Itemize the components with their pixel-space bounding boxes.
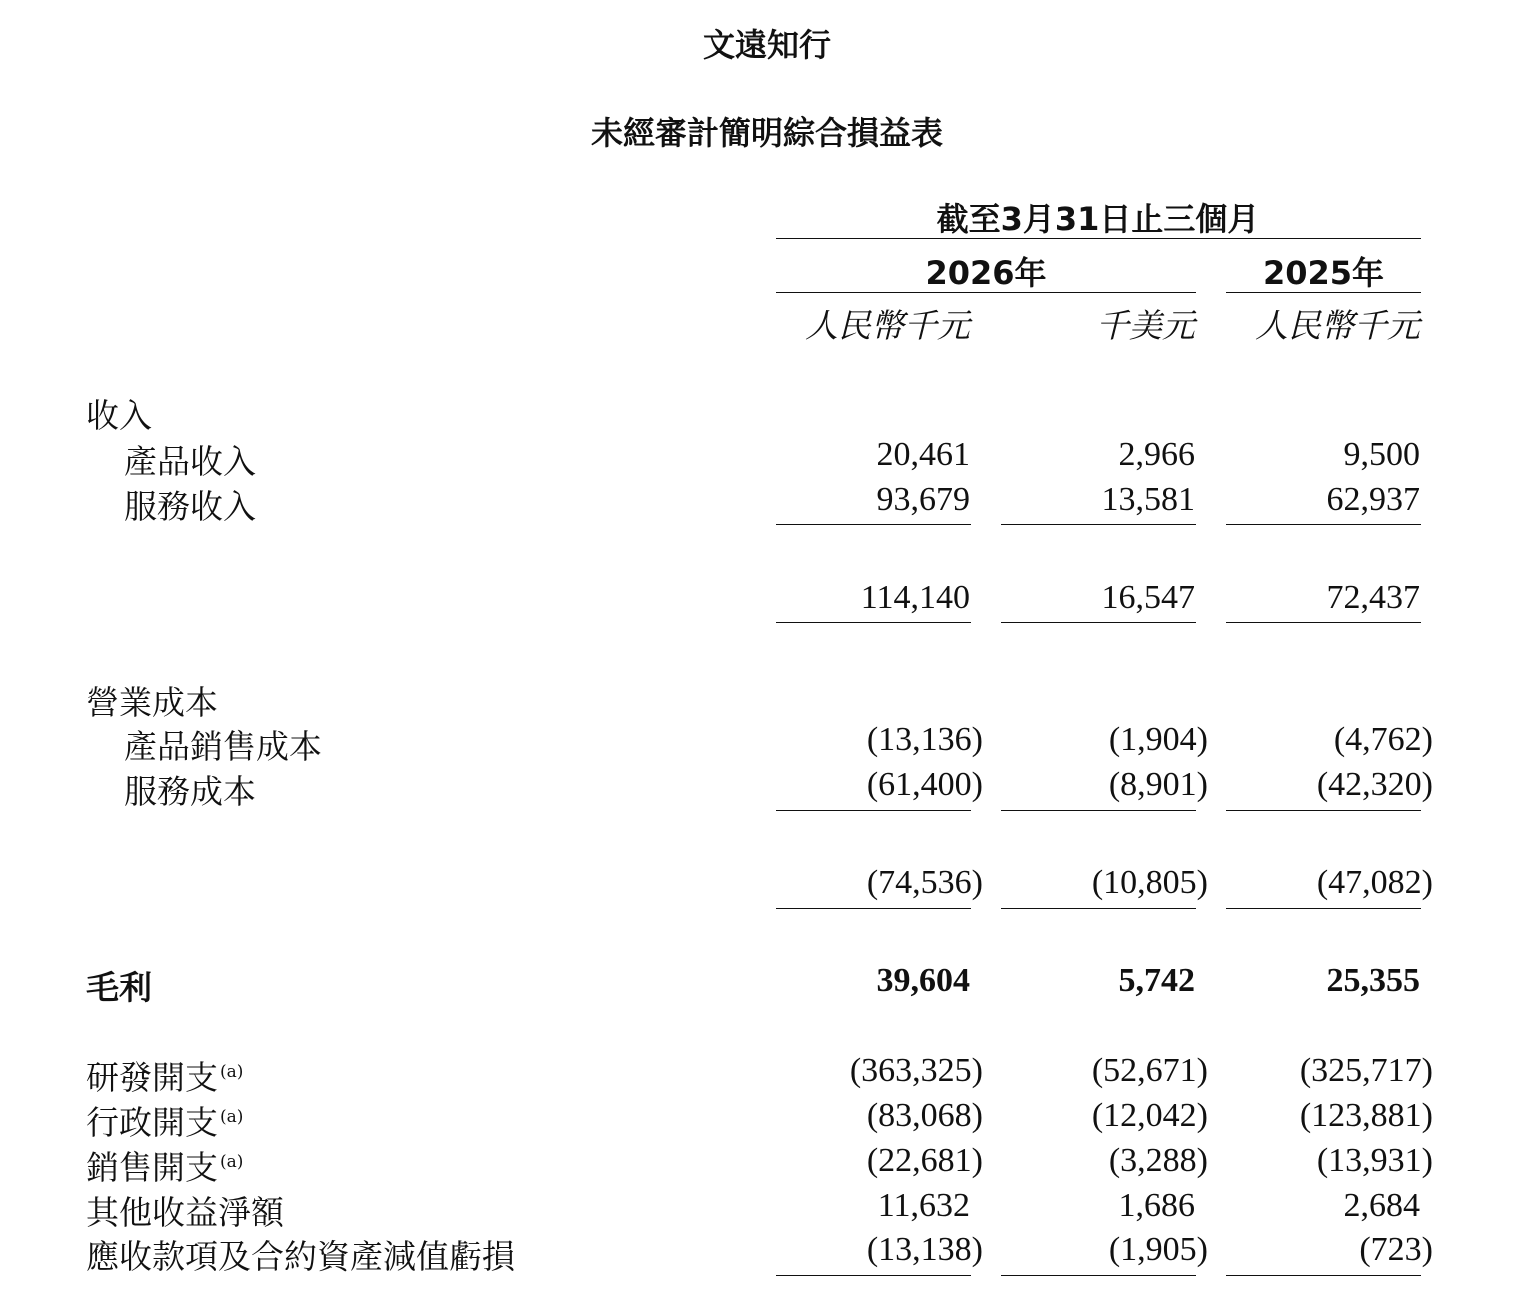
- currency-header-rmb-2025: 人民幣千元: [1255, 306, 1420, 345]
- cell-selling-2026-usd: (3,288): [1108, 1142, 1208, 1179]
- cell-service-revenue-2026-rmb: 93,679: [876, 481, 970, 518]
- row-label-cost-of-services: 服務成本: [124, 772, 256, 811]
- cell-selling-2025-rmb: (13,931): [1316, 1142, 1433, 1179]
- row-label-selling-expenses: 銷售開支 $^{(a)}$: [86, 1148, 244, 1187]
- cell-other-gains-2026-usd: 1,686: [1118, 1187, 1195, 1224]
- cell-impairment-2025-rmb: (723): [1359, 1231, 1433, 1268]
- cell-cost-total-2026-usd: (10,805): [1091, 864, 1208, 901]
- rule: [1001, 622, 1196, 623]
- rule: [1226, 810, 1421, 811]
- rule: [776, 810, 971, 811]
- cell-rd-2026-usd: (52,671): [1091, 1052, 1208, 1089]
- rule: [1001, 1275, 1196, 1276]
- cell-gross-profit-2026-rmb: 39,604: [876, 962, 970, 999]
- rule: [1226, 908, 1421, 909]
- cell-other-gains-2025-rmb: 2,684: [1343, 1187, 1420, 1224]
- cell-cost-of-services-2026-usd: (8,901): [1108, 766, 1208, 803]
- cell-cost-of-products-2025-rmb: (4,762): [1333, 721, 1433, 758]
- row-label-rd-expenses: 研發開支 $^{(a)}$: [86, 1058, 244, 1097]
- row-label-product-revenue: 產品收入: [124, 442, 256, 481]
- cell-product-revenue-2026-rmb: 20,461: [876, 436, 970, 473]
- year-2025-underline: [1226, 292, 1421, 293]
- rule: [1226, 1275, 1421, 1276]
- rule: [1001, 908, 1196, 909]
- cell-other-gains-2026-rmb: 11,632: [877, 1187, 970, 1224]
- note-marker: (a): [220, 1062, 244, 1082]
- rule: [776, 524, 971, 525]
- year-2026-header: 2026年: [925, 254, 1047, 292]
- cell-service-revenue-2026-usd: 13,581: [1101, 481, 1195, 518]
- cell-gross-profit-2025-rmb: 25,355: [1326, 962, 1420, 999]
- cell-impairment-2026-rmb: (13,138): [866, 1231, 983, 1268]
- cell-cost-of-products-2026-usd: (1,904): [1108, 721, 1208, 758]
- row-label-revenue: 收入: [86, 396, 152, 435]
- cell-impairment-2026-usd: (1,905): [1108, 1231, 1208, 1268]
- row-label-admin-expenses: 行政開支 $^{(a)}$: [86, 1103, 244, 1142]
- row-label-cost-of-revenue: 營業成本: [86, 683, 218, 722]
- currency-header-usd-2026: 千美元: [1096, 306, 1195, 345]
- cell-rd-2026-rmb: (363,325): [849, 1052, 983, 1089]
- cell-cost-total-2025-rmb: (47,082): [1316, 864, 1433, 901]
- cell-admin-2026-usd: (12,042): [1091, 1097, 1208, 1134]
- cell-revenue-total-2026-rmb: 114,140: [860, 579, 970, 616]
- rule: [1226, 622, 1421, 623]
- rule: [776, 1275, 971, 1276]
- cell-cost-of-services-2025-rmb: (42,320): [1316, 766, 1433, 803]
- cell-rd-2025-rmb: (325,717): [1299, 1052, 1433, 1089]
- note-marker: (a): [220, 1107, 244, 1127]
- note-marker: (a): [220, 1152, 244, 1172]
- cell-gross-profit-2026-usd: 5,742: [1118, 962, 1195, 999]
- company-name: 文遠知行: [702, 26, 831, 64]
- cell-cost-of-services-2026-rmb: (61,400): [866, 766, 983, 803]
- rule: [1001, 524, 1196, 525]
- period-underline: [776, 238, 1421, 239]
- row-label-service-revenue: 服務收入: [124, 487, 256, 526]
- row-label-impairment-losses: 應收款項及合約資產減值虧損: [86, 1237, 515, 1276]
- rule: [776, 622, 971, 623]
- cell-admin-2025-rmb: (123,881): [1299, 1097, 1433, 1134]
- period-header: 截至3月31日止三個月: [936, 200, 1260, 238]
- cell-admin-2026-rmb: (83,068): [866, 1097, 983, 1134]
- cell-product-revenue-2025-rmb: 9,500: [1343, 436, 1420, 473]
- row-label-other-gains: 其他收益淨額: [86, 1193, 284, 1232]
- rule: [1001, 810, 1196, 811]
- row-label-gross-profit: 毛利: [86, 968, 152, 1007]
- currency-header-rmb-2026: 人民幣千元: [805, 306, 970, 345]
- cell-cost-total-2026-rmb: (74,536): [866, 864, 983, 901]
- cell-revenue-total-2025-rmb: 72,437: [1326, 579, 1420, 616]
- row-label-cost-of-products: 產品銷售成本: [124, 727, 322, 766]
- statement-title: 未經審計簡明綜合損益表: [590, 114, 943, 152]
- year-2025-header: 2025年: [1262, 254, 1385, 292]
- cell-revenue-total-2026-usd: 16,547: [1101, 579, 1195, 616]
- cell-selling-2026-rmb: (22,681): [866, 1142, 983, 1179]
- cell-service-revenue-2025-rmb: 62,937: [1326, 481, 1420, 518]
- cell-cost-of-products-2026-rmb: (13,136): [866, 721, 983, 758]
- rule: [776, 908, 971, 909]
- cell-product-revenue-2026-usd: 2,966: [1118, 436, 1195, 473]
- rule: [1226, 524, 1421, 525]
- year-2026-underline: [776, 292, 1196, 293]
